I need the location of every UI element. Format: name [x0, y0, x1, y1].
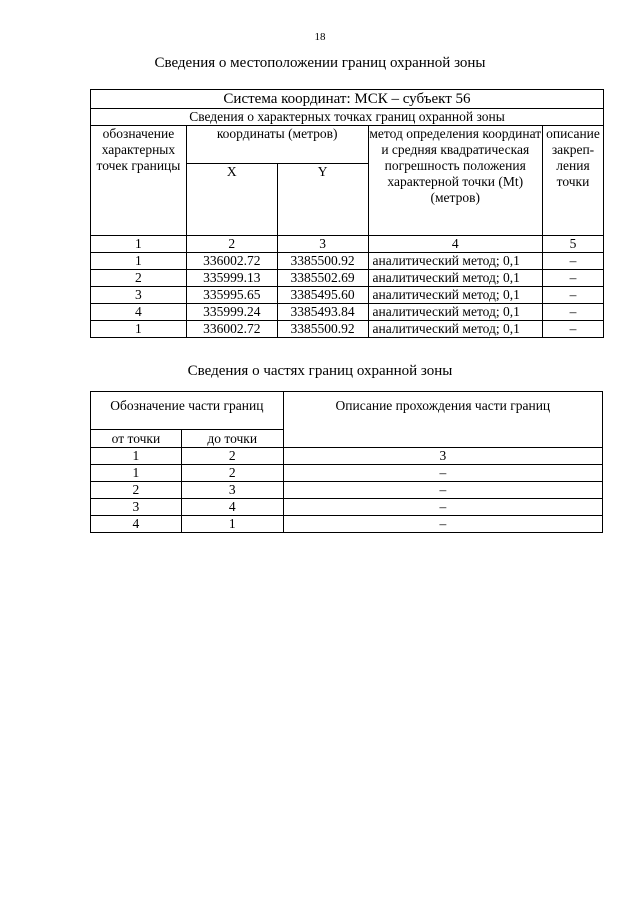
to-point-cell: 3 [181, 482, 283, 499]
coordinate-system-row [91, 90, 604, 109]
point-cell: 2 [91, 270, 187, 287]
method-cell: аналитический метод; 0,1 [368, 253, 543, 270]
header-from-point: от точки [91, 430, 182, 448]
header-method: метод определения координат и средняя квадратическая погрешность положения характерной точки (Mt) (метров) [368, 126, 543, 236]
column-number-row [91, 448, 603, 465]
to-point-cell: 2 [181, 465, 283, 482]
point-cell: 3 [91, 287, 187, 304]
table-row [91, 287, 604, 304]
x-cell: 335999.24 [186, 304, 277, 321]
header-coordinates: координаты (метров) [186, 126, 368, 164]
header-y: Y [277, 164, 368, 236]
method-cell: аналитический метод; 0,1 [368, 287, 543, 304]
x-cell: 336002.72 [186, 253, 277, 270]
description-cell: – [543, 270, 604, 287]
column-number: 1 [91, 448, 182, 465]
header-point-designation: обозначение характерных точек границы [91, 126, 187, 236]
page-number: 18 [314, 31, 326, 43]
part-description-cell: – [283, 516, 602, 533]
column-number: 2 [186, 236, 277, 253]
column-number: 1 [91, 236, 187, 253]
to-point-cell: 4 [181, 499, 283, 516]
header-x: X [186, 164, 277, 236]
column-number: 5 [543, 236, 604, 253]
coordinate-system-label: Система координат: МСК – субъект 56 [91, 90, 604, 109]
table-row [91, 482, 603, 499]
to-point-cell: 1 [181, 516, 283, 533]
description-cell: – [543, 253, 604, 270]
table-row [91, 321, 604, 338]
description-cell: – [543, 321, 604, 338]
subtitle-row [91, 109, 604, 126]
description-cell: – [543, 304, 604, 321]
column-number: 3 [277, 236, 368, 253]
x-cell: 335999.13 [186, 270, 277, 287]
x-cell: 336002.72 [186, 321, 277, 338]
table-row [91, 253, 604, 270]
part-description-cell: – [283, 482, 602, 499]
table-row [91, 516, 603, 533]
from-point-cell: 1 [91, 465, 182, 482]
point-cell: 4 [91, 304, 187, 321]
point-cell: 1 [91, 321, 187, 338]
y-cell: 3385493.84 [277, 304, 368, 321]
table-row [91, 499, 603, 516]
section-title-boundary-parts: Сведения о частях границ охранной зоны [187, 363, 453, 379]
column-number: 4 [368, 236, 543, 253]
from-point-cell: 3 [91, 499, 182, 516]
y-cell: 3385502.69 [277, 270, 368, 287]
part-description-cell: – [283, 465, 602, 482]
from-point-cell: 4 [91, 516, 182, 533]
method-cell: аналитический метод; 0,1 [368, 304, 543, 321]
header-description: описание закреп-ления точки [543, 126, 604, 236]
y-cell: 3385500.92 [277, 253, 368, 270]
column-number: 3 [283, 448, 602, 465]
header-to-point: до точки [181, 430, 283, 448]
section-title-boundary-location: Сведения о местоположении границ охранной зоны [154, 55, 486, 71]
y-cell: 3385500.92 [277, 321, 368, 338]
point-cell: 1 [91, 253, 187, 270]
from-point-cell: 2 [91, 482, 182, 499]
y-cell: 3385495.60 [277, 287, 368, 304]
part-description-cell: – [283, 499, 602, 516]
header-part-designation: Обозначение части границ [91, 392, 284, 430]
coords-subtitle: Сведения о характерных точках границ охранной зоны [91, 109, 604, 126]
coordinates-table [90, 89, 604, 338]
description-cell: – [543, 287, 604, 304]
method-cell: аналитический метод; 0,1 [368, 270, 543, 287]
table-row [91, 465, 603, 482]
column-number: 2 [181, 448, 283, 465]
method-cell: аналитический метод; 0,1 [368, 321, 543, 338]
table-row [91, 270, 604, 287]
table-row [91, 304, 604, 321]
x-cell: 335995.65 [186, 287, 277, 304]
column-number-row [91, 236, 604, 253]
header-part-description: Описание прохождения части границ [283, 392, 602, 448]
boundary-parts-table [90, 391, 603, 533]
